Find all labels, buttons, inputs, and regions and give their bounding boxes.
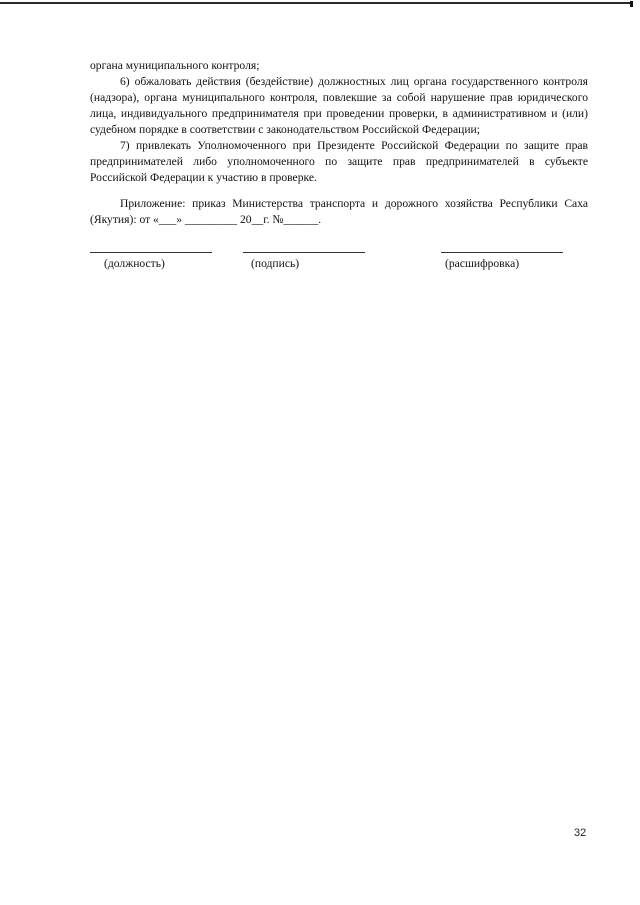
signature-column — [243, 252, 365, 270]
top-edge-rule — [0, 2, 632, 4]
position-label: (должность) — [104, 257, 165, 270]
page-number: 32 — [574, 827, 587, 839]
position-line — [90, 252, 212, 253]
paragraph-continuation: органа муниципального контроля; — [90, 59, 260, 72]
paragraph-item-6: 6) обжаловать действия (бездействие) должностных лиц органа государственного контроля (надзора), органа муниципального контроля, повлекшие за собой нарушение прав юридического лица, индивидуального предпринимателя при проведении проверки, в административном и (или) судебном порядке в соответствии с законодательством Российской Федерации; — [90, 75, 588, 136]
top-edge-mark — [630, 1, 633, 7]
document-body — [90, 58, 588, 228]
paragraph-appendix: Приложение: приказ Министерства транспорта и дорожного хозяйства Республики Саха (Якутия): от «___» _________ 20__г. №______. — [90, 197, 588, 226]
paragraph-item-7: 7) привлекать Уполномоченного при Президенте Российской Федерации по защите прав предпринимателей либо уполномоченного по защите прав предпринимателей в субъекте Российской Федерации к участию в проверке. — [90, 139, 588, 184]
signature-block — [0, 252, 640, 282]
name-line — [441, 252, 563, 253]
name-label: (расшифровка) — [445, 257, 520, 270]
signature-label: (подпись) — [251, 257, 300, 270]
position-column — [90, 252, 212, 270]
name-column — [441, 252, 563, 270]
signature-line — [243, 252, 365, 253]
